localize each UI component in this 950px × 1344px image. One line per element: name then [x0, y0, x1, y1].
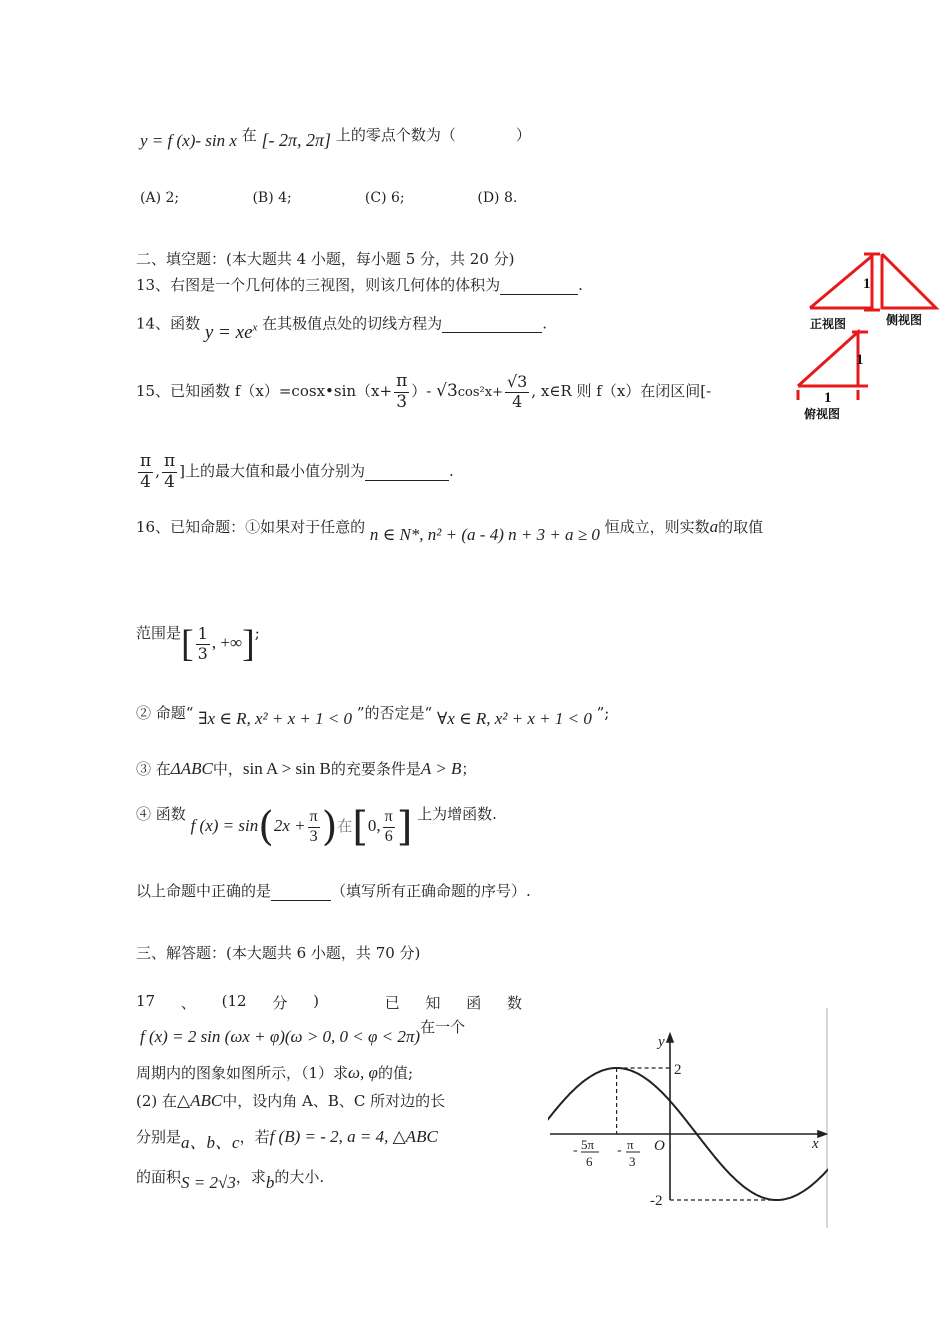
- tick1-den: 6: [586, 1154, 593, 1169]
- q17-line5-math2: f (B) = - 2, a = 4, △ABC: [269, 1127, 438, 1146]
- tick2-sign: -: [617, 1143, 622, 1158]
- q17-func: f (x) = 2 sin (ωx + φ)(ω > 0, 0 < φ < 2π): [140, 1027, 421, 1046]
- q16-item3-tri: ΔABC: [170, 759, 213, 778]
- top-view-triangle: [798, 332, 858, 386]
- q13-text: 13、右图是一个几何体的三视图，则该几何体的体积为: [136, 276, 501, 294]
- q17-head-sep: 、: [180, 994, 196, 1012]
- q16-blank: [271, 882, 331, 901]
- x-axis-arrow: [818, 1131, 826, 1137]
- q16-range: [136, 622, 260, 666]
- q16-item2-math2: ∀x ∈ R, x² + x + 1 < 0: [436, 709, 592, 728]
- q15-end: .: [449, 462, 454, 481]
- y-axis-arrow: [667, 1034, 673, 1042]
- q16-item4-arg: 2x +: [273, 816, 306, 835]
- q15-frac-neg-pi4: $\frac{\pi}{4}$: [140, 451, 152, 492]
- q15-mid2: cos²x+: [457, 385, 503, 401]
- q15-frac-sqrt3-4: $\frac{√3}{4}$: [506, 372, 528, 411]
- y-min-label: -2: [650, 1193, 663, 1209]
- q16-cond: n ∈ N*, n² + (a - 4) n + 3 + a ≥ 0: [369, 525, 600, 544]
- q13-blank: [500, 276, 578, 295]
- q12-zai: 在: [241, 126, 257, 144]
- q12-options: [140, 190, 585, 206]
- q16-conclusion-text: 以上命题中正确的是: [136, 882, 272, 900]
- q16-item4-frac-pi6: $\frac{\pi}{6}$: [384, 808, 393, 845]
- q17-line6-end: 的大小.: [274, 1168, 325, 1186]
- tick1-num: 5π: [581, 1137, 595, 1152]
- q16-item3-mid2: 的充要条件是: [330, 760, 421, 778]
- q15-line1: [136, 372, 711, 412]
- q16-range-frac: $\frac{1}{3}$: [197, 624, 208, 663]
- q16-item4-prefix: ④ 函数: [136, 805, 186, 823]
- q16-item4-paren-left: (: [258, 804, 274, 850]
- option-d: (D) 8.: [477, 190, 518, 206]
- tick2-den: 3: [629, 1154, 636, 1169]
- q17-func-tail: 在一个: [420, 1018, 466, 1036]
- q17-line6-b: b: [265, 1173, 275, 1192]
- q16-item3-math: sin A > sin B: [242, 759, 331, 778]
- option-a: (A) 2;: [140, 190, 180, 206]
- q14-math: $y = xe^x$: [204, 322, 258, 344]
- q13-end: .: [578, 276, 583, 294]
- q12-math: y = f (x)- sin x: [140, 131, 237, 150]
- q16-item2-prefix: ② 命题“: [136, 704, 194, 722]
- q17-line4-mid: 中，设内角 A、B、C 所对边的长: [222, 1092, 446, 1110]
- q16-item3-math2: A > B: [420, 759, 462, 778]
- q14: [136, 312, 547, 344]
- three-views-figure: [790, 240, 950, 430]
- side-view-label: 侧视图: [886, 313, 923, 327]
- q16-item4-zai: 在: [337, 817, 353, 835]
- q16-bracket-left: [: [181, 623, 194, 665]
- sine-graph: [548, 1030, 828, 1210]
- q17-line6-text: 的面积: [136, 1168, 182, 1186]
- q17-line6: [136, 1166, 325, 1192]
- q14-prefix: 14、函数: [136, 314, 201, 333]
- q16-item4-int0: 0,: [367, 816, 381, 835]
- front-view-label: 正视图: [810, 317, 847, 331]
- q13: [136, 274, 583, 295]
- origin-label: O: [654, 1138, 665, 1154]
- q17-head-shu: 数: [506, 994, 522, 1012]
- q17-line3-end: 的值;: [377, 1064, 414, 1082]
- q17-head-yi: 已: [384, 994, 400, 1012]
- q14-end: .: [542, 314, 547, 333]
- q16-range-tail: , +∞: [211, 633, 243, 652]
- tick1-sign: -: [573, 1143, 578, 1158]
- dim-label-top-width: 1: [824, 390, 832, 406]
- tick2-num: π: [627, 1137, 634, 1152]
- q16-conclusion: [136, 880, 531, 901]
- q14-suffix: 在其极值点处的切线方程为: [262, 314, 443, 333]
- option-c: (C) 6;: [364, 190, 405, 206]
- q17-line5: [136, 1122, 438, 1152]
- q16-item3-end: ；: [461, 760, 477, 778]
- q16-bracket-right: ]: [242, 623, 255, 665]
- x-label: x: [812, 1136, 819, 1152]
- q16-line1: [136, 516, 764, 544]
- q16-item2-math1: ∃x ∈ R, x² + x + 1 < 0: [198, 709, 353, 728]
- q17-line5-text: 分别是: [136, 1128, 182, 1146]
- q12-stem: [140, 126, 531, 151]
- q17-line3-text: 周期内的图象如图所示，（1）求: [136, 1064, 349, 1082]
- q17-line6-mid: ，求: [235, 1168, 266, 1186]
- q16-prefix: 16、已知命题：①如果对于任意的: [136, 518, 366, 536]
- q15-tail2: ]上的最大值和最小值分别为: [179, 462, 366, 481]
- dim-label-front: 1: [863, 276, 871, 292]
- q16-item3: [136, 758, 476, 779]
- q17-line3-math: ω, φ: [348, 1063, 378, 1082]
- section3-header: 三、解答题：(本大题共 6 小题，共 70 分): [136, 944, 421, 962]
- q17-head-han: 函: [466, 994, 482, 1012]
- q15-blank: [365, 462, 449, 481]
- q16-item4-bracket-right: ]: [396, 804, 413, 850]
- q17-line6-math: S = 2√3: [181, 1173, 236, 1192]
- q16-suffix: 恒成立，则实数: [604, 518, 710, 536]
- q17-func-line: [140, 1018, 466, 1046]
- q16-item4-paren-right: ): [321, 804, 338, 850]
- y-label: y: [658, 1034, 665, 1050]
- q17-head: [136, 992, 522, 1013]
- q15-mid1: ）-: [411, 382, 432, 401]
- q16-item2: [136, 702, 610, 728]
- q17-head-score: (12: [221, 992, 247, 1010]
- q12-interval: [- 2π, 2π]: [261, 130, 332, 150]
- q16-suffix2: 的取值: [718, 518, 764, 536]
- q16-item4-bracket-left: [: [352, 804, 368, 850]
- q16-item4: [136, 804, 497, 850]
- q17-head-zhi: 知: [425, 994, 441, 1012]
- q16-a: a: [709, 517, 719, 536]
- q16-item3-prefix: ③ 在: [136, 760, 171, 778]
- side-view-triangle: [882, 254, 936, 308]
- q16-range-end: ;: [254, 624, 260, 642]
- q16-item4-frac-pi3: $\frac{\pi}{3}$: [309, 808, 318, 845]
- y-max-label: 2: [674, 1062, 682, 1078]
- q17-head-paren: ): [313, 992, 319, 1010]
- q15-comma: ,: [155, 462, 160, 481]
- q16-range-label: 范围是: [136, 624, 182, 642]
- q16-item2-mid: ”的否定是“: [356, 704, 433, 722]
- q14-blank: [442, 314, 542, 333]
- q16-item3-mid: 中，: [212, 760, 243, 778]
- q17-line3: [136, 1062, 413, 1083]
- q16-item2-end: ”;: [596, 704, 610, 722]
- q17-num: 17: [136, 992, 156, 1010]
- dim-label-top-height: 1: [856, 352, 864, 368]
- q17-line4-tri: △ABC: [177, 1091, 223, 1110]
- q16-item4-f: f (x) = sin: [190, 816, 259, 835]
- q15-line2: [136, 452, 454, 492]
- q15-sqrt3: √3: [436, 381, 458, 402]
- q17-line4: [136, 1090, 445, 1111]
- q15-frac-pi3: $\frac{\pi}{3}$: [396, 371, 408, 412]
- q15-prefix: 15、已知函数 f（x）=cosx•sin（x+: [136, 382, 393, 401]
- q16-item4-end: 上为增函数.: [417, 805, 497, 823]
- option-b: (B) 4;: [252, 190, 292, 206]
- q17-line5-math: a、b、c: [181, 1133, 240, 1152]
- q15-tail: , x∈R 则 f（x）在闭区间[-: [531, 382, 712, 401]
- q17-line4-text: (2) 在: [136, 1092, 178, 1110]
- q15-frac-pi4: $\frac{\pi}{4}$: [163, 451, 176, 492]
- section2-header: 二、填空题：(本大题共 4 小题，每小题 5 分，共 20 分): [136, 250, 515, 268]
- q16-conclusion-tail: （填写所有正确命题的序号）.: [331, 882, 531, 900]
- q12-tail: 上的零点个数为（ ）: [335, 126, 531, 144]
- top-view-label: 俯视图: [804, 407, 841, 421]
- q17-head-fen: 分: [272, 994, 288, 1012]
- q17-line5-mid: ，若: [239, 1128, 270, 1146]
